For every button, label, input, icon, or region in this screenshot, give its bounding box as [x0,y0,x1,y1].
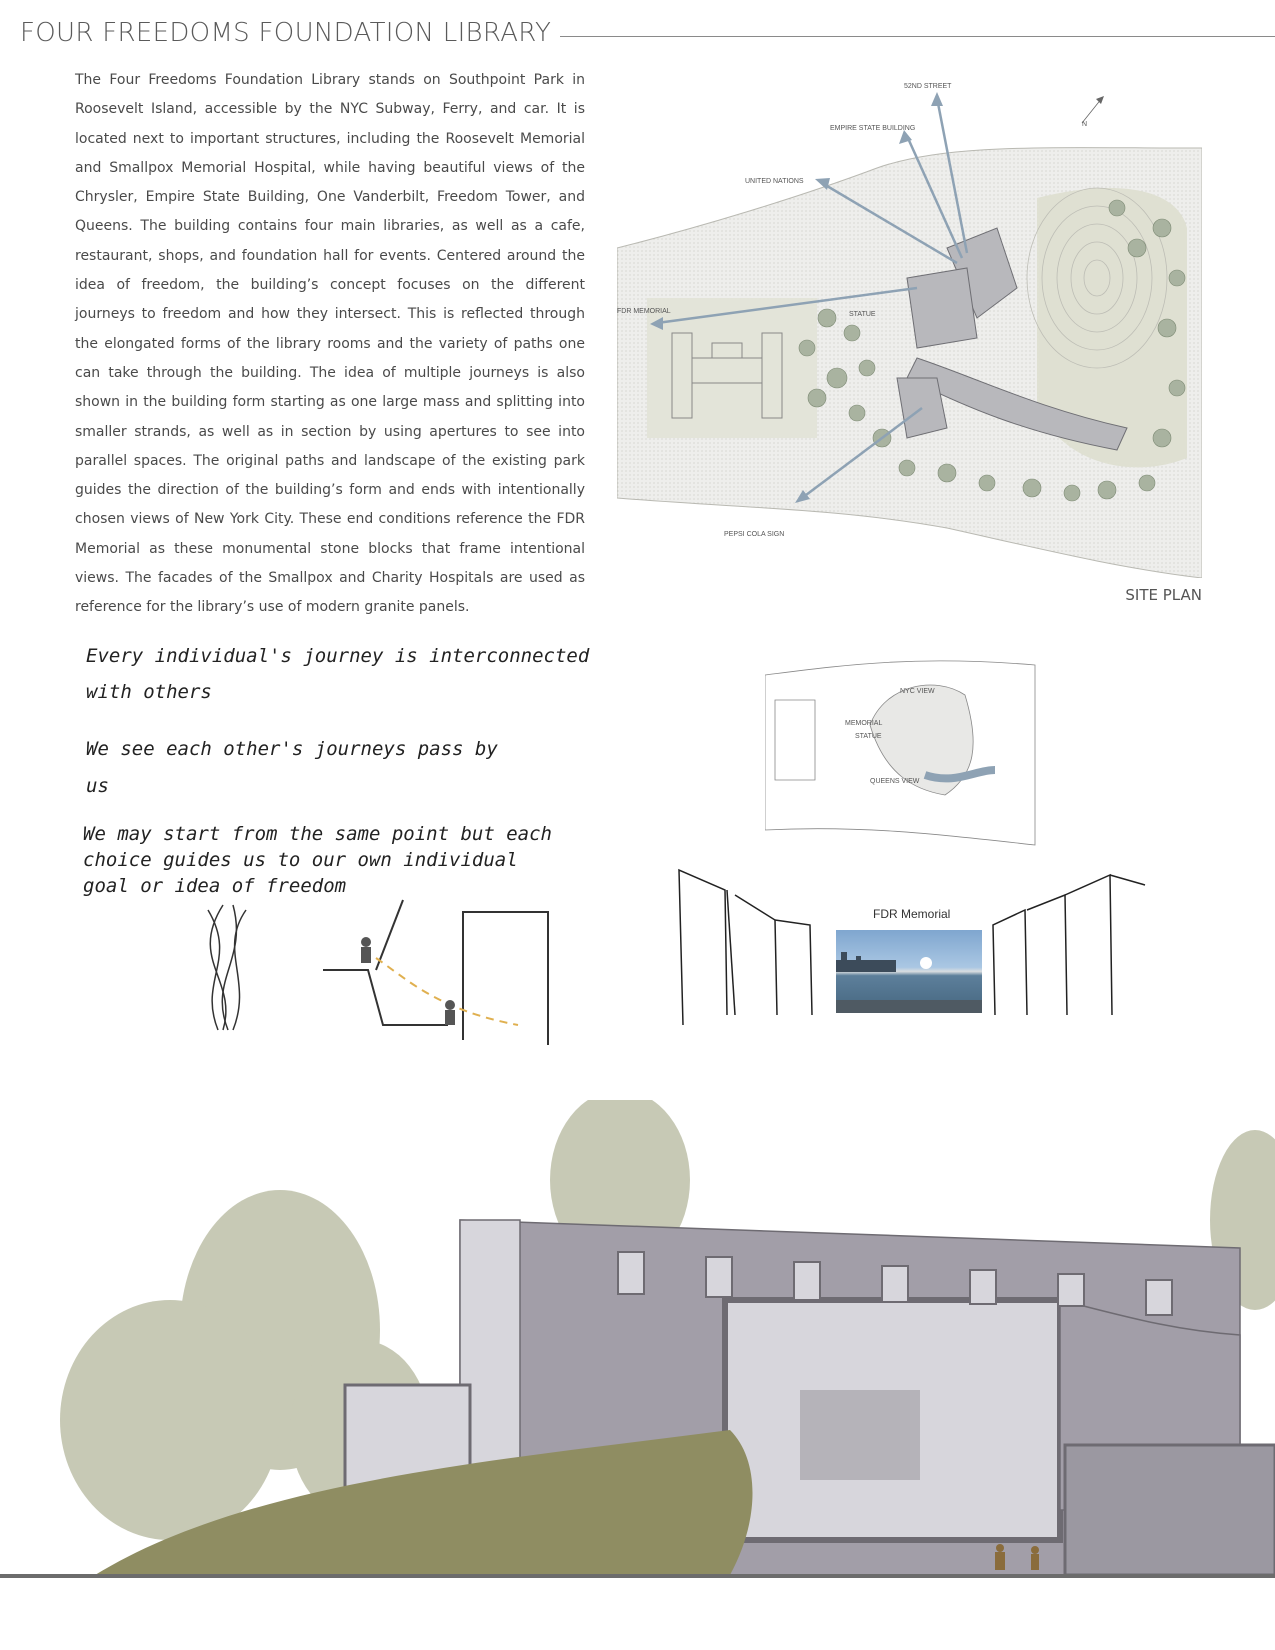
site-plan-caption: SITE PLAN [1125,586,1202,604]
concept-sketch [78,640,598,1060]
fdr-view-photo [836,930,982,1013]
site-plan-drawing [617,78,1202,578]
svg-text:N: N [1082,121,1088,128]
page-title: FOUR FREEDOMS FOUNDATION LIBRARY [20,18,552,48]
label-fdr-memorial: FDR MEMORIAL [617,308,671,315]
figure-icons [361,937,455,1025]
note-line-2: with others [86,681,212,703]
label-statue: STATUE [849,311,876,318]
label-52nd-street: 52ND STREET [904,83,952,90]
mini-site-diagram [765,655,1045,855]
mini-label-statue: STATUE [855,733,882,740]
right-low-box [1065,1445,1275,1575]
fdr-label: FDR Memorial [873,907,951,921]
intertwined-paths-sketch [208,905,246,1030]
center-panel [800,1390,920,1480]
label-pepsi-sign: PEPSI COLA SIGN [724,531,785,538]
note-line-7: goal or idea of freedom [83,875,347,897]
ground-line [0,1574,1275,1578]
mini-label-memorial: MEMORIAL [845,720,883,727]
north-arrow-icon [1082,96,1104,128]
note-line-5: We may start from the same point but each [83,823,552,845]
mini-label-nyc: NYC VIEW [900,688,935,695]
note-line-4: us [86,775,109,797]
title-rule [560,36,1275,37]
mini-label-queens: QUEENS VIEW [870,778,920,785]
building-elevation [0,1100,1275,1580]
note-line-1: Every individual's journey is interconnected [86,645,590,667]
label-united-nations: UNITED NATIONS [745,178,804,185]
intro-paragraph: The Four Freedoms Foundation Library stands on Southpoint Park in Roosevelt Island, accessible by the NYC Subway, Ferry, and car. It is located next to important structures, including the Roosevelt Memorial and Smallpox Memorial Hospital, while having beautiful views of the Chrysler, Empire State Building, One Vanderbilt, Freedom Tower, and Queens. The building contains four main libraries, as well as a cafe, restaurant, shops, and foundation hall for events. Centered around the idea of freedom, the building’s concept focuses on the different journeys to freedom and how they intersect. This is reflected through the elongated forms of the library rooms and the variety of paths one can take through the building. The idea of multiple journeys is also shown in the building form starting as one large mass and splitting into smaller strands, as well as in section by using apertures to see into parallel spaces. The original paths and landscape of the existing park guides the direction of the building’s form and ends with intentionally chosen views of New York City. These end conditions reference the FDR Memorial as these monumental stone blocks that frame intentional views. The facades of the Smallpox and Charity Hospitals are used as reference for the library’s use of modern granite panels. [75,72,585,616]
note-line-3: We see each other's journeys pass by [86,738,498,760]
note-line-6: choice guides us to our own individual [83,849,518,871]
label-empire-state: EMPIRE STATE BUILDING [830,125,916,132]
section-sketch [323,900,548,1045]
